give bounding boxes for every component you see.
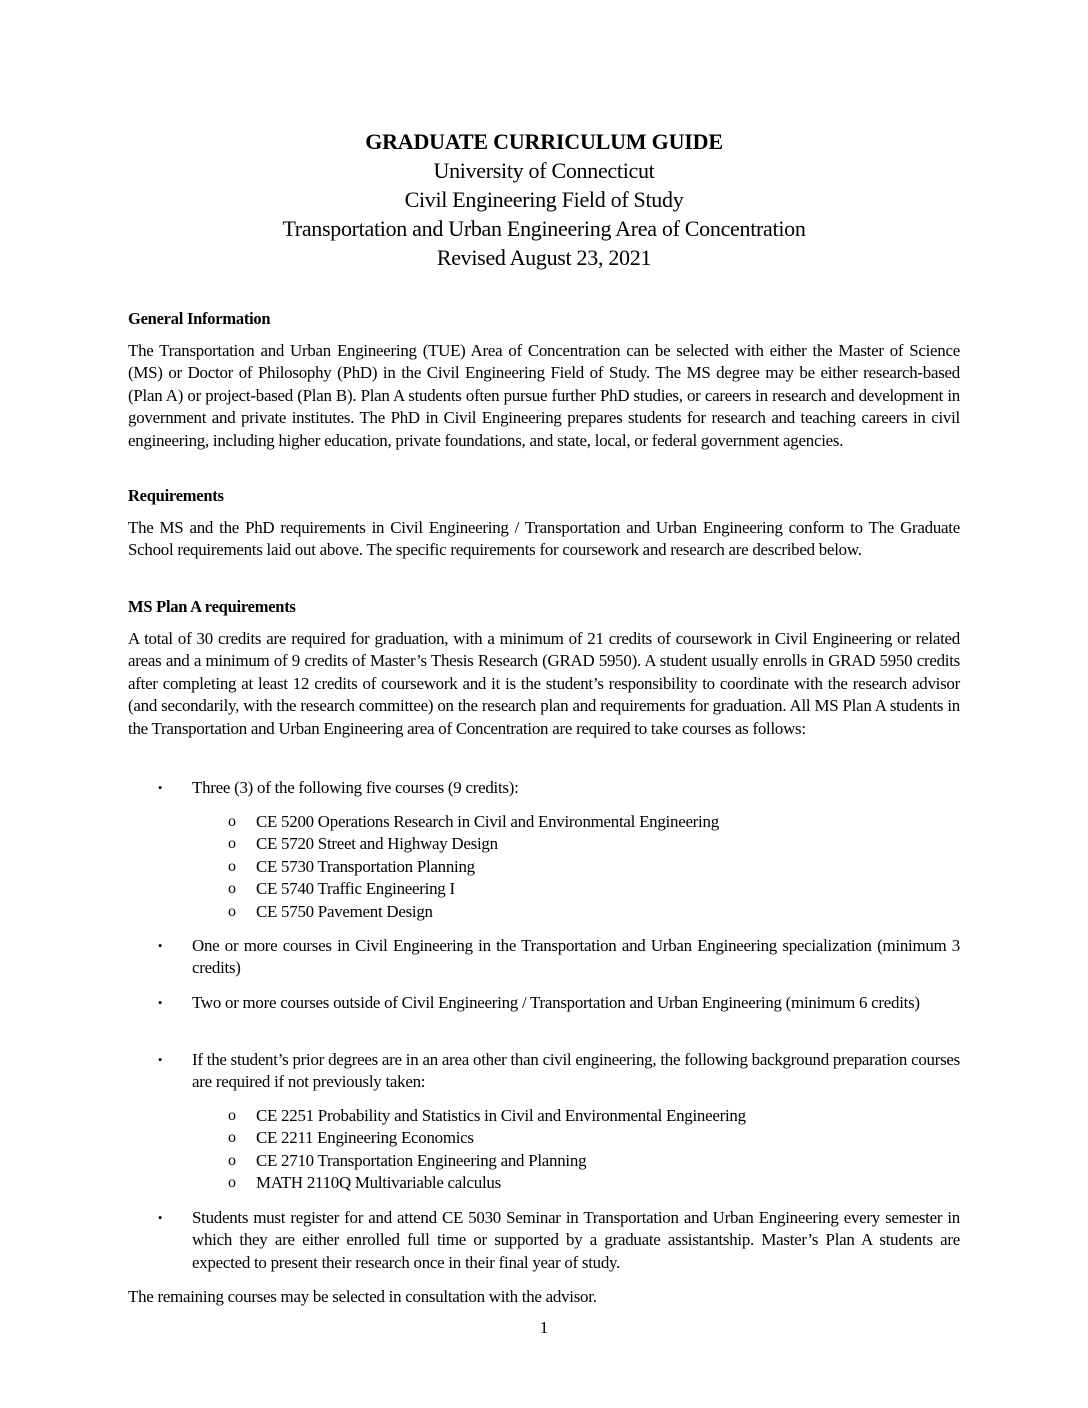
general-information-heading: General Information (128, 309, 271, 328)
page-number: 1 (539, 1318, 549, 1337)
sub-bullet-icon: o (228, 857, 236, 875)
ms-plan-a-heading: MS Plan A requirements (128, 597, 296, 616)
course-item: o CE 2251 Probability and Statistics in Civil and Environmental Engineering (256, 1105, 746, 1127)
closing-note (128, 1286, 960, 1308)
ms-plan-a-text: A total of 30 credits are required for graduation, with a minimum of 21 credits of coursework in Civil Engineering or related areas and a minimum of 9 credits of Master’s Thesis Research (GRAD 5950). A student usually enrolls in GRAD 5950 credits after completing at least 12 credits of coursework and it is the student’s responsibility to coordinate with the research advisor (and secondarily, with the research committee) on the research plan and requirements for graduation. All MS Plan A students in the Transportation and Urban Engineering area of Concentration are required to take courses as follows: (128, 629, 960, 738)
list-item (157, 935, 960, 980)
background-course-list (228, 1105, 746, 1195)
bullet-icon: • (157, 938, 163, 953)
sub-bullet-icon: o (228, 902, 236, 920)
requirements-section (128, 485, 960, 562)
sub-bullet-icon: o (228, 1129, 236, 1147)
list-item-text: Two or more courses outside of Civil Engineering / Transportation and Urban Engineering (minimum 6 credits) (192, 993, 920, 1012)
sub-bullet-icon: o (228, 1107, 236, 1124)
bullet-icon: • (157, 1052, 163, 1067)
title-block (0, 127, 1088, 272)
list-item (157, 1207, 960, 1274)
course-item: o CE 5200 Operations Research in Civil and Environmental Engineering (256, 811, 719, 833)
sub-bullet-icon: o (228, 835, 236, 853)
course-item: o CE 5750 Pavement Design (256, 901, 719, 923)
course-item: o CE 2211 Engineering Economics (256, 1127, 746, 1149)
course-item: o CE 5720 Street and Highway Design (256, 833, 719, 855)
university-name: University of Connecticut (433, 158, 655, 183)
area-of-concentration: Transportation and Urban Engineering Area of Concentration (282, 216, 806, 241)
course-item: o CE 5740 Traffic Engineering I (256, 878, 719, 900)
field-of-study: Civil Engineering Field of Study (404, 187, 684, 212)
course-item: o MATH 2110Q Multivariable calculus (256, 1172, 746, 1194)
document-title: GRADUATE CURRICULUM GUIDE (365, 129, 723, 154)
ms-plan-a-section (128, 596, 960, 740)
core-course-list (228, 811, 719, 923)
bullet-icon: • (157, 780, 163, 795)
list-item-text: Three (3) of the following five courses (9 credits): (192, 778, 519, 797)
sub-bullet-icon: o (228, 813, 236, 830)
bullet-icon: • (157, 995, 163, 1010)
closing-text: The remaining courses may be selected in consultation with the advisor. (128, 1287, 597, 1306)
list-item-text: One or more courses in Civil Engineering in the Transportation and Urban Engineering specialization (minimum 3 credits) (192, 936, 960, 978)
list-item (157, 777, 960, 799)
bullet-icon: • (157, 1210, 163, 1225)
course-item: o CE 2710 Transportation Engineering and Planning (256, 1150, 746, 1172)
sub-bullet-icon: o (228, 880, 236, 898)
requirements-heading: Requirements (128, 486, 224, 505)
course-item: o CE 5730 Transportation Planning (256, 856, 719, 878)
sub-bullet-icon: o (228, 1151, 236, 1169)
list-item (157, 1049, 960, 1094)
revision-date: Revised August 23, 2021 (436, 245, 652, 270)
list-item (157, 992, 960, 1014)
general-information-section (128, 308, 960, 452)
sub-bullet-icon: o (228, 1174, 236, 1192)
requirements-text: The MS and the PhD requirements in Civil Engineering / Transportation and Urban Engineering conform to The Graduate School requirements laid out above. The specific requirements for coursework and research are described below. (128, 518, 960, 560)
general-information-text: The Transportation and Urban Engineering (TUE) Area of Concentration can be selected with either the Master of Science (MS) or Doctor of Philosophy (PhD) in the Civil Engineering Field of Study. The MS degree may be either research-based (Plan A) or project-based (Plan B). Plan A students often pursue further PhD studies, or careers in research and development in government and private institutes. The PhD in Civil Engineering prepares students for research and teaching careers in civil engineering, including higher education, private foundations, and state, local, or federal government agencies. (128, 341, 960, 450)
list-item-text: Students must register for and attend CE 5030 Seminar in Transportation and Urban Engineering every semester in which they are either enrolled full time or supported by a graduate assistantship. Master’s Plan A students are expected to present their research once in their final year of study. (192, 1208, 960, 1272)
list-item-text: If the student’s prior degrees are in an area other than civil engineering, the following background preparation courses are required if not previously taken: (192, 1050, 960, 1092)
